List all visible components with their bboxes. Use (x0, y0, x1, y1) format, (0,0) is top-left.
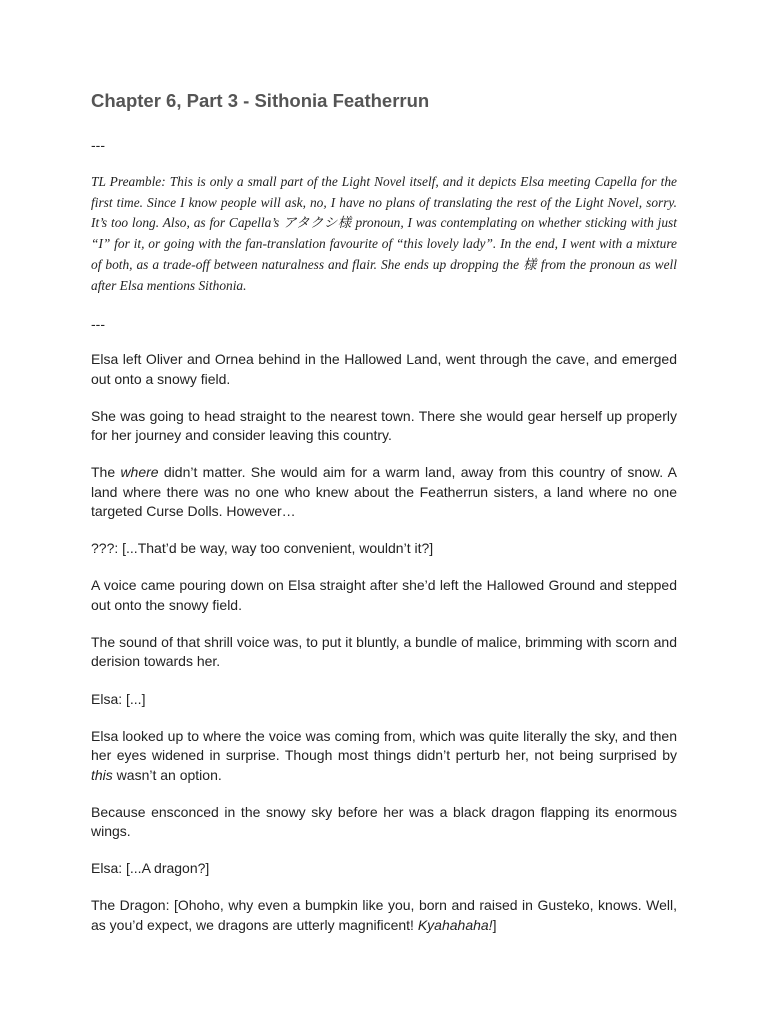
chapter-title: Chapter 6, Part 3 - Sithonia Featherrun (91, 90, 430, 111)
paragraph-text: ] (492, 916, 497, 933)
paragraph-text: The (91, 464, 121, 481)
paragraph-text: Because ensconced in the snowy sky before her was a black dragon flapping its enormous wings. (91, 803, 677, 840)
paragraph-text: Elsa: [...A dragon?] (91, 860, 210, 877)
emphasis-text: this (91, 766, 113, 783)
story-body (91, 350, 677, 953)
story-paragraph (91, 803, 677, 842)
separator: --- (91, 316, 105, 332)
story-paragraph (91, 727, 677, 786)
paragraph-text: ???: [...That’d be way, way too convenient, wouldn’t it?] (91, 540, 434, 557)
story-paragraph (91, 407, 677, 446)
paragraph-text: A voice came pouring down on Elsa straight after she’d left the Hallowed Ground and stepped out onto the snowy field. (91, 577, 677, 613)
story-paragraph (91, 576, 677, 615)
paragraph-text: Elsa looked up to where the voice was coming from, which was quite literally the sky, and then her eyes widened in surprise. Though most things didn’t perturb her, not being surprised by (91, 727, 677, 764)
emphasis-text: Kyahahaha! (417, 916, 493, 933)
story-paragraph (91, 896, 677, 935)
story-paragraph (91, 463, 677, 522)
story-paragraph (91, 633, 677, 672)
translator-preamble: TL Preamble: This is only a small part of the Light Novel itself, and it depicts Elsa meeting Capella for the first time. Since I know people will ask, no, I have no plans of translating the rest of the Light Novel, sorry. It’s too long. Also, as for Capella’s アタクシ様 pronoun, I was contemplating on whether sticking with just “I” for it, or going with the fan-translation favourite of “this lovely lady”. In the end, I went with a mixture of both, as a trade-off between naturalness and flair. She ends up dropping the 様 from the pronoun as well after Elsa mentions Sithonia. (91, 174, 677, 293)
story-paragraph (91, 539, 677, 559)
paragraph-text: The Dragon: [Ohoho, why even a bumpkin like you, born and raised in Gusteko, knows. Well, as you’d expect, we dragons are utterly magnificent! (91, 897, 677, 933)
separator: --- (91, 137, 105, 153)
paragraph-text: The sound of that shrill voice was, to put it bluntly, a bundle of malice, brimming with scorn and derision towards her. (91, 633, 677, 670)
story-paragraph (91, 690, 677, 710)
emphasis-text: where (120, 464, 159, 481)
story-paragraph (91, 350, 677, 389)
paragraph-text: didn’t matter. She would aim for a warm land, away from this country of snow. A land where there was no one who knew about the Featherrun sisters, a land where no one targeted Curse Dolls. However… (91, 464, 677, 520)
story-paragraph (91, 859, 677, 879)
paragraph-text: wasn’t an option. (112, 766, 222, 783)
paragraph-text: Elsa left Oliver and Ornea behind in the Hallowed Land, went through the cave, and emerged out onto a snowy field. (91, 351, 677, 387)
paragraph-text: She was going to head straight to the nearest town. There she would gear herself up properly for her journey and consider leaving this country. (91, 407, 677, 444)
paragraph-text: Elsa: [...] (91, 690, 146, 707)
